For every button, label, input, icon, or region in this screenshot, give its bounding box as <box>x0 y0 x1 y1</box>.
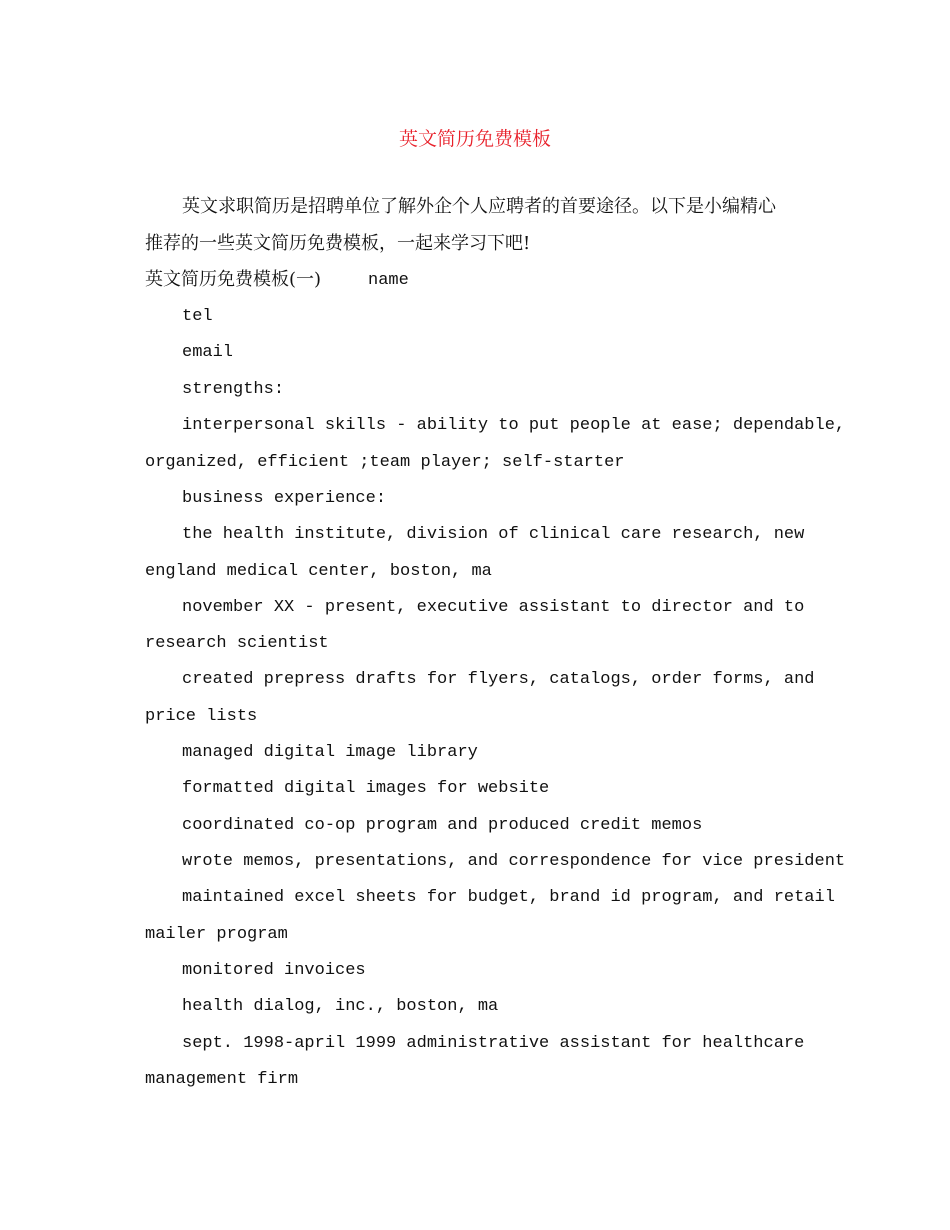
intro-line-1: 英文求职简历是招聘单位了解外企个人应聘者的首要途径。以下是小编精心 <box>182 196 776 217</box>
resume-line: organized, efficient ;team player; self-starter <box>145 453 625 472</box>
resume-line: interpersonal skills - ability to put people at ease; dependable, <box>182 416 846 435</box>
name-label: name <box>368 271 409 290</box>
resume-line: wrote memos, presentations, and correspondence for vice president <box>182 852 846 871</box>
resume-line: november XX - present, executive assistant to director and to <box>182 598 805 617</box>
resume-line: formatted digital images for website <box>182 779 550 798</box>
resume-line: management firm <box>145 1070 299 1089</box>
resume-line: mailer program <box>145 925 288 944</box>
resume-line: england medical center, boston, ma <box>145 562 492 581</box>
resume-line: managed digital image library <box>182 743 478 762</box>
document-title: 英文简历免费模板 <box>398 128 551 150</box>
resume-line: sept. 1998-april 1999 administrative assistant for healthcare <box>182 1034 805 1053</box>
resume-line: health dialog, inc., boston, ma <box>182 997 499 1016</box>
resume-line: price lists <box>145 707 258 726</box>
resume-line: strengths: <box>182 380 285 399</box>
resume-line: research scientist <box>145 634 329 653</box>
resume-line: maintained excel sheets for budget, brand id program, and retail <box>182 888 835 907</box>
resume-line: coordinated co-op program and produced credit memos <box>182 816 703 835</box>
resume-line: the health institute, division of clinical care research, new <box>182 525 805 544</box>
resume-line: business experience: <box>182 489 387 508</box>
resume-line: email <box>182 343 234 362</box>
section-heading: 英文简历免费模板(一) <box>145 269 322 290</box>
resume-line: tel <box>182 307 213 326</box>
resume-line: created prepress drafts for flyers, catalogs, order forms, and <box>182 670 815 689</box>
intro-line-2: 推荐的一些英文简历免费模板，一起来学习下吧! <box>145 233 531 254</box>
resume-line: monitored invoices <box>182 961 366 980</box>
